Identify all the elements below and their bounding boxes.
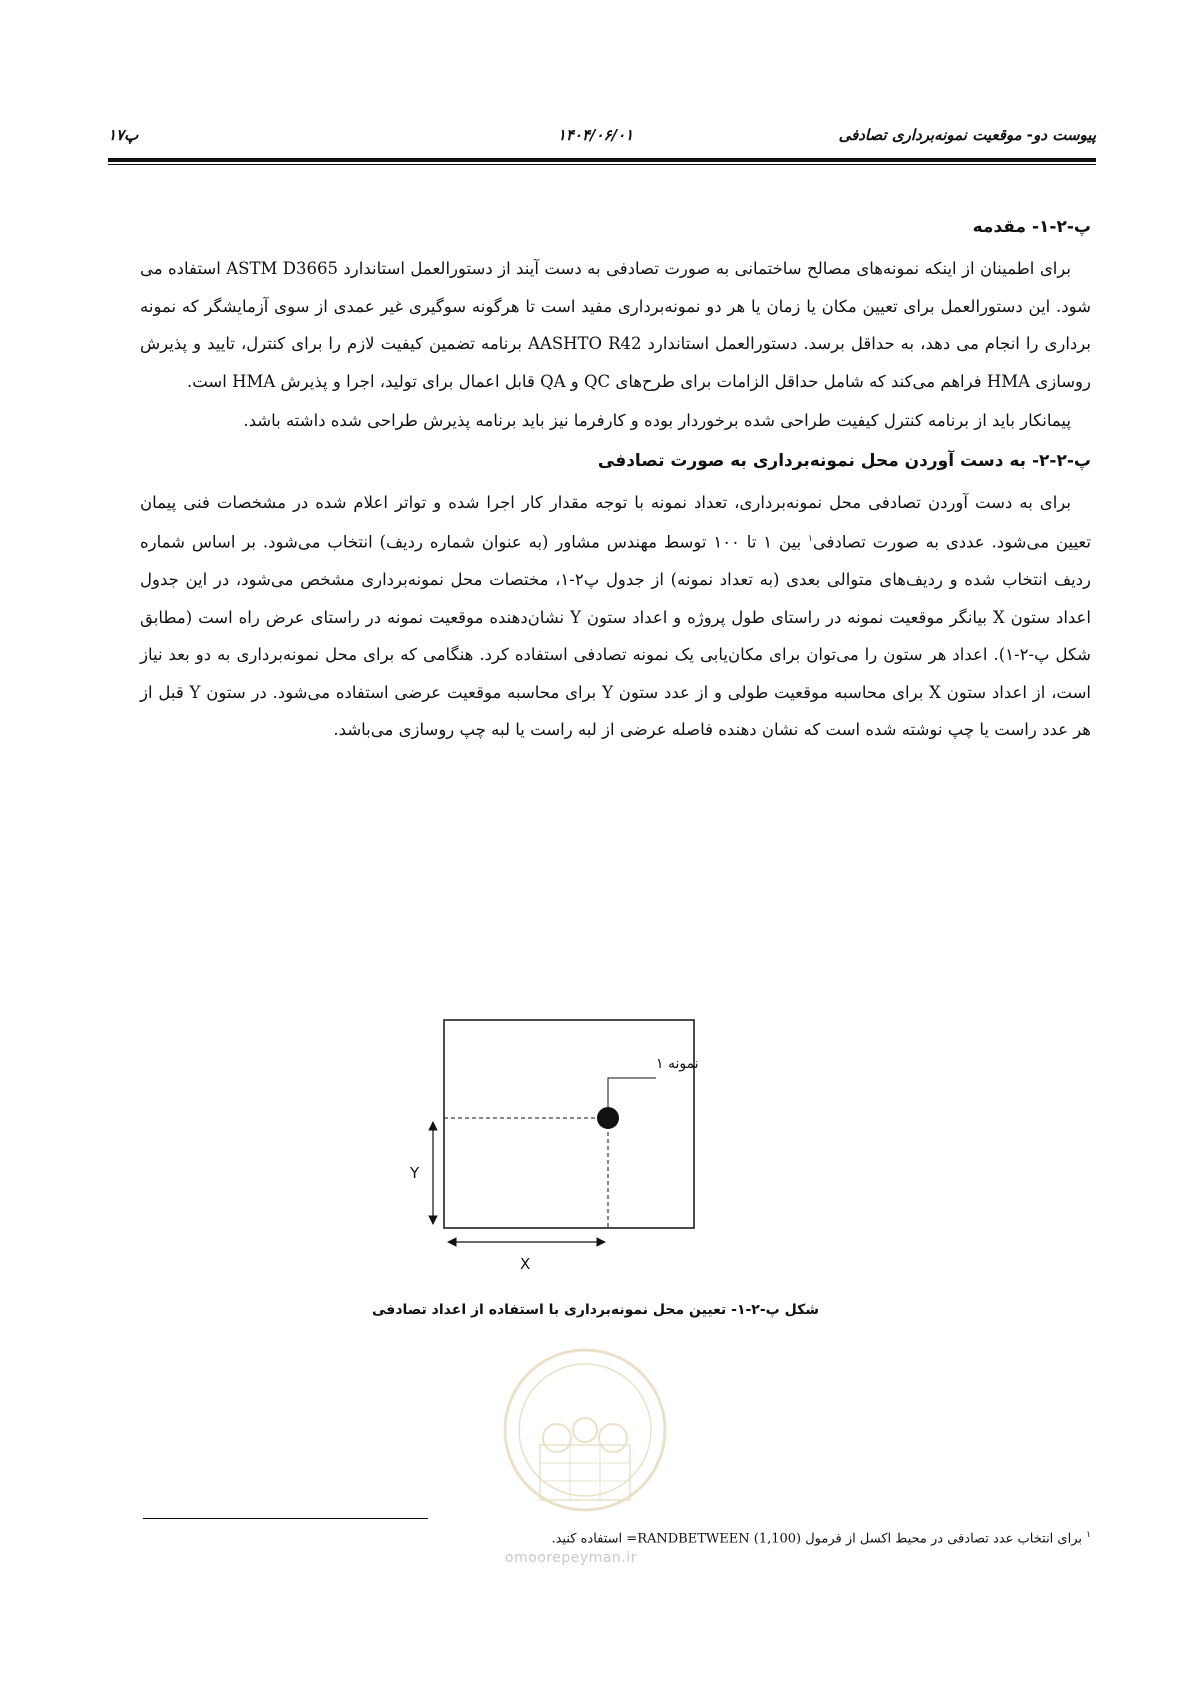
watermark-seal-icon xyxy=(485,1330,685,1530)
header-rule xyxy=(108,158,1096,162)
footnote-reference[interactable]: ۱ xyxy=(808,534,813,544)
sample-leader-line xyxy=(608,1078,656,1107)
footnote xyxy=(551,1530,1091,1546)
sampling-location-figure xyxy=(410,1010,760,1250)
figure-caption: شکل پ-۲-۱- تعیین محل نمونه‌برداری با استفاده از اعداد تصادفی xyxy=(371,1302,820,1318)
footnote-text: برای انتخاب عدد تصادفی در محیط اکسل از فرمول (1,100) RANDBETWEEN= استفاده کنید. xyxy=(551,1531,1083,1547)
section2-paragraph xyxy=(140,484,1091,749)
section2-text-a: برای به دست آوردن تصادفی محل نمونه‌برداری، تعداد نمونه با توجه مقدار کار اجرا شده و تواتر اعلام شده در مشخصات فنی پیمان تعیین می‌شود. عددی به صورت تصادفی xyxy=(140,492,1091,552)
sample-point-marker xyxy=(597,1107,619,1129)
footnote-rule xyxy=(143,1518,428,1519)
watermark-url: omoorepeyman.ir xyxy=(505,1550,637,1566)
header-title: پیوست دو- موقعیت نمونه‌برداری تصادفی xyxy=(838,126,1096,144)
section1-heading: پ-۲-۱- مقدمه xyxy=(972,217,1091,237)
y-axis-label: Y xyxy=(410,1164,420,1182)
header-date: ۱۴۰۴/۰۶/۰۱ xyxy=(557,126,634,144)
section2-heading: پ-۲-۲- به دست آوردن محل نمونه‌برداری به صورت تصادفی xyxy=(597,450,1091,471)
footnote-mark: ۱ xyxy=(1086,1530,1091,1540)
main-content xyxy=(140,210,1091,749)
section1-paragraph-2: پیمانکار باید از برنامه کنترل کیفیت طراحی شده برخوردار بوده و کارفرما نیز باید برنامه پذیرش طراحی شده داشته باشد. xyxy=(243,411,1071,430)
header-rule-thin xyxy=(108,164,1096,165)
section1-paragraph-1: برای اطمینان از اینکه نمونه‌های مصالح ساختمانی به صورت تصادفی به دست آیند از دستورالعمل استاندارد ASTM D3665 استفاده می شود. این دستورالعمل برای تعیین مکان یا زمان یا هر دو نمونه‌برداری مفید است تا هرگونه سوگیری غیر عمدی از سوی آزمایشگر که نمونه برداری را انجام می دهد، به حداقل برسد. دستورالعمل استاندارد AASHTO R42 برنامه تضمین کیفیت لازم را برای کنترل، تایید و پذیرش روسازی HMA فراهم می‌کند که شامل حداقل الزامات برای طرح‌های QC و QA قابل اعمال برای تولید، اجرا و پذیرش HMA است. xyxy=(140,259,1091,391)
header-page-number: پ۱۷ xyxy=(108,126,139,144)
sample-label: نمونه ۱ xyxy=(656,1056,699,1072)
pavement-area-rect xyxy=(444,1020,694,1228)
section2-text-b: بین ۱ تا ۱۰۰ توسط مهندس مشاور (به عنوان شماره ردیف) انتخاب می‌شود. بر اساس شماره ردیف انتخاب شده و ردیف‌های متوالی بعدی (به تعداد نمونه) از جدول پ۲-۱، مختصات محل نمونه‌برداری مشخص می‌شود، در این جدول اعداد ستون X بیانگر موقعیت نمونه در راستای طول پروژه و اعداد ستون Y نشان‌دهنده موقعیت نمونه در راستای عرض راه است (مطابق شکل پ-۲-۱). اعداد هر ستون را می‌توان برای مکان‌یابی یک نمونه تصادفی استفاده کرد. هنگامی که برای محل نمونه‌برداری به دو بعد نیاز است، از اعداد ستون X برای محاسبه موقعیت طولی و از عدد ستون Y برای محاسبه موقعیت عرضی استفاده می‌شود. در ستون Y قبل از هر عدد راست یا چپ نوشته شده است که نشان دهنده فاصله عرضی از لبه راست یا لبه چپ روسازی می‌باشد. xyxy=(140,532,1092,739)
x-axis-label: X xyxy=(520,1255,531,1273)
